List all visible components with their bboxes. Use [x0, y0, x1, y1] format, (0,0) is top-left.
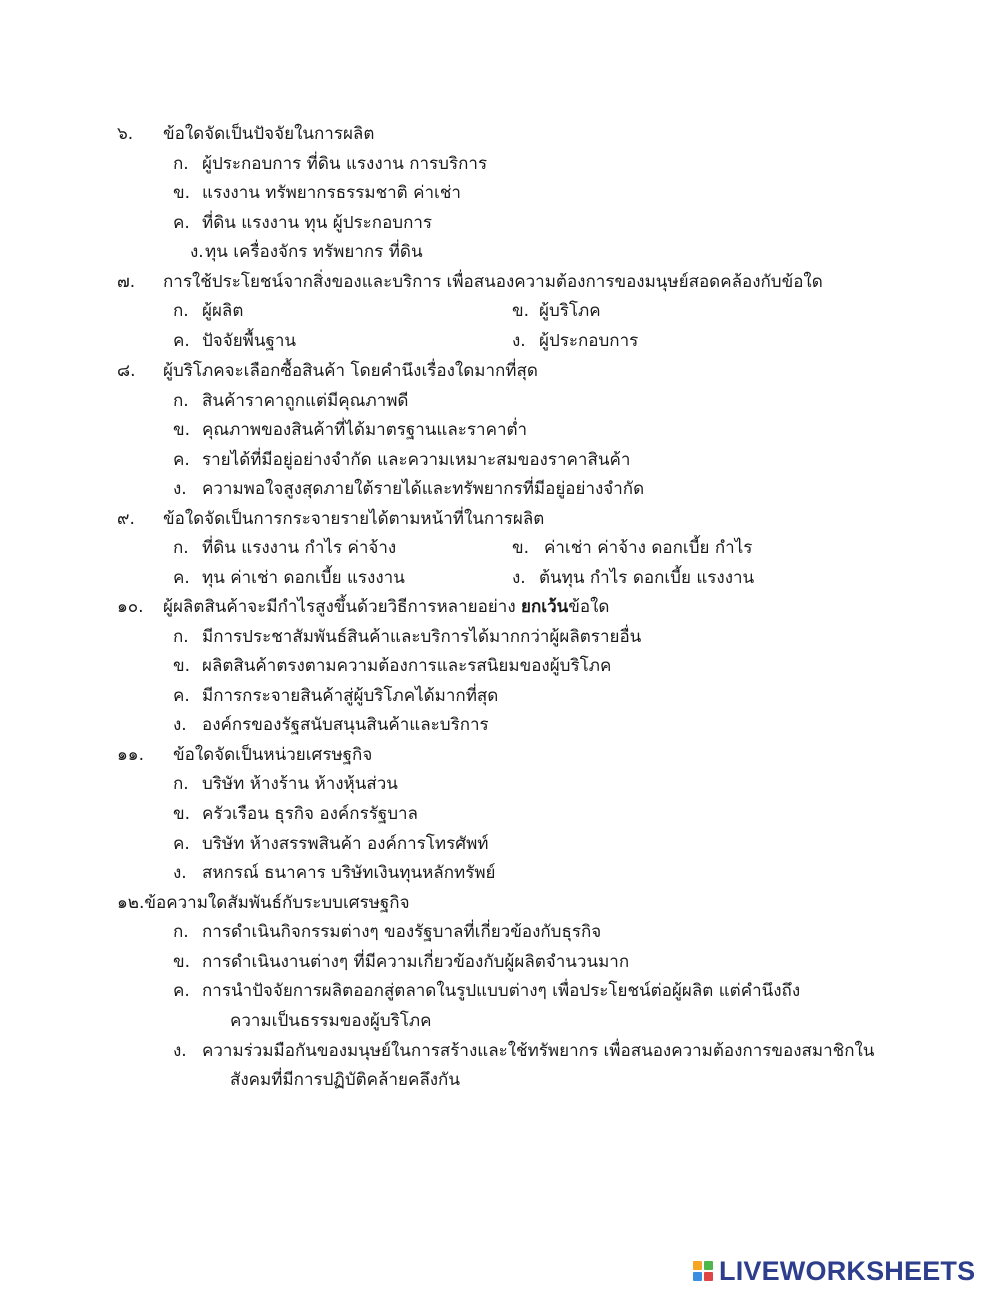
option-label: ก. [173, 774, 189, 794]
option-text: แรงงาน ทรัพยากรธรรมชาติ ค่าเช่า [202, 183, 461, 203]
question-number: ๖. [117, 124, 134, 144]
option-label: ง. [173, 479, 187, 499]
option-continuation: ความเป็นธรรมของผู้บริโภค [230, 1011, 432, 1031]
question-text: การใช้ประโยชน์จากสิ่งของและบริการ เพื่อสนองความต้องการของมนุษย์สอดคล้องกับข้อใด [163, 272, 823, 292]
liveworksheets-icon [693, 1261, 713, 1281]
question-text: ผู้ผลิตสินค้าจะมีกำไรสูงขึ้นด้วยวิธีการหลายอย่าง ยกเว้นข้อใด [163, 597, 610, 617]
option-text: ต้นทุน กำไร ดอกเบี้ย แรงงาน [539, 568, 755, 588]
option-text: บริษัท ห้างสรรพสินค้า องค์การโทรศัพท์ [202, 834, 489, 854]
option-label: ก. [173, 154, 189, 174]
option-text: มีการกระจายสินค้าสู่ผู้บริโภคได้มากที่สุด [202, 686, 499, 706]
option-label: ค. [173, 331, 190, 351]
option-label: ง. [173, 715, 187, 735]
option-label: ข. [173, 183, 191, 203]
option-text: การดำเนินงานต่างๆ ที่มีความเกี่ยวข้องกับผู้ผลิตจำนวนมาก [202, 952, 630, 972]
option-text: บริษัท ห้างร้าน ห้างหุ้นส่วน [202, 774, 398, 794]
question-emphasis: ยกเว้น [521, 597, 569, 617]
option-text: ความร่วมมือกันของมนุษย์ในการสร้างและใช้ทรัพยากร เพื่อสนองความต้องการของสมาชิกใน [202, 1041, 875, 1061]
question-text: ข้อใดจัดเป็นการกระจายรายได้ตามหน้าที่ในการผลิต [163, 509, 545, 529]
option-text: ค่าเช่า ค่าจ้าง ดอกเบี้ย กำไร [544, 538, 753, 558]
question-heading [117, 892, 410, 914]
option-continuation: สังคมที่มีการปฏิบัติคล้ายคลึงกัน [230, 1070, 460, 1090]
option-label: ง. [190, 242, 204, 262]
option-label: ก. [173, 922, 189, 942]
option-text: ที่ดิน แรงงาน ทุน ผู้ประกอบการ [202, 213, 433, 233]
question-text: ข้อใดจัดเป็นหน่วยเศรษฐกิจ [173, 745, 373, 765]
option-text: ความพอใจสูงสุดภายใต้รายได้และทรัพยากรที่มีอยู่อย่างจำกัด [202, 479, 645, 499]
option-label: ข. [173, 804, 191, 824]
option-label: ข. [173, 656, 191, 676]
option-text: สหกรณ์ ธนาคาร บริษัทเงินทุนหลักทรัพย์ [202, 863, 496, 883]
option-text: ผลิตสินค้าตรงตามความต้องการและรสนิยมของผู้บริโภค [202, 656, 612, 676]
option-text: องค์กรของรัฐสนับสนุนสินค้าและบริการ [202, 715, 489, 735]
option-text: รายได้ที่มีอยู่อย่างจำกัด และความเหมาะสมของราคาสินค้า [202, 450, 631, 470]
option-label: ข. [173, 952, 191, 972]
question-number: ๗. [117, 272, 136, 292]
option-text: ที่ดิน แรงงาน กำไร ค่าจ้าง [202, 538, 397, 558]
option-label: ง. [173, 863, 187, 883]
option-label: ข. [512, 301, 530, 321]
question-number: ๘. [117, 361, 136, 381]
question-number: ๑๒. [117, 893, 145, 913]
option-label: ค. [173, 981, 190, 1001]
option-label: ค. [173, 686, 190, 706]
option-text: ผู้บริโภค [539, 301, 601, 321]
option-label: ก. [173, 301, 189, 321]
option-text: สินค้าราคาถูกแต่มีคุณภาพดี [202, 391, 409, 411]
question-text: ข้อใดจัดเป็นปัจจัยในการผลิต [163, 124, 375, 144]
option-label: ง. [512, 568, 526, 588]
question-number: ๑๐. [117, 597, 144, 617]
watermark-text: LIVEWORKSHEETS [719, 1255, 976, 1286]
option-text: ผู้ผลิต [202, 301, 244, 321]
option-text: การดำเนินกิจกรรมต่างๆ ของรัฐบาลที่เกี่ยวข้องกับธุรกิจ [202, 922, 602, 942]
option-label: ข. [173, 420, 191, 440]
option-label: ก. [173, 391, 189, 411]
option-label: ค. [173, 213, 190, 233]
option-text: การนำปัจจัยการผลิตออกสู่ตลาดในรูปแบบต่างๆ เพื่อประโยชน์ต่อผู้ผลิต แต่คำนึงถึง [202, 981, 801, 1001]
option-label: ง. [512, 331, 526, 351]
option-label: ค. [173, 834, 190, 854]
question-text: ผู้บริโภคจะเลือกซื้อสินค้า โดยคำนึงเรื่องใดมากที่สุด [163, 361, 538, 381]
option-label: ง. [173, 1041, 187, 1061]
option-label: ค. [173, 450, 190, 470]
question-number: ๙. [117, 509, 135, 529]
option-label: ข. [512, 538, 530, 558]
option-text: ผู้ประกอบการ ที่ดิน แรงงาน การบริการ [202, 154, 488, 174]
option-text: ผู้ประกอบการ [539, 331, 639, 351]
option-label: ก. [173, 627, 189, 647]
option-text: ทุน เครื่องจักร ทรัพยากร ที่ดิน [205, 242, 423, 262]
option-text: มีการประชาสัมพันธ์สินค้าและบริการได้มากกว่าผู้ผลิตรายอื่น [202, 627, 642, 647]
option-text: ครัวเรือน ธุรกิจ องค์กรรัฐบาล [202, 804, 418, 824]
option-label: ค. [173, 568, 190, 588]
option-label: ก. [173, 538, 189, 558]
question-text: ข้อความใดสัมพันธ์กับระบบเศรษฐกิจ [144, 893, 410, 913]
option-text: ปัจจัยพื้นฐาน [202, 331, 297, 351]
option-text: ทุน ค่าเช่า ดอกเบี้ย แรงงาน [202, 568, 405, 588]
question-number: ๑๑. [117, 745, 144, 765]
liveworksheets-logo [693, 1257, 975, 1285]
option-text: คุณภาพของสินค้าที่ได้มาตรฐานและราคาต่ำ [202, 420, 528, 440]
